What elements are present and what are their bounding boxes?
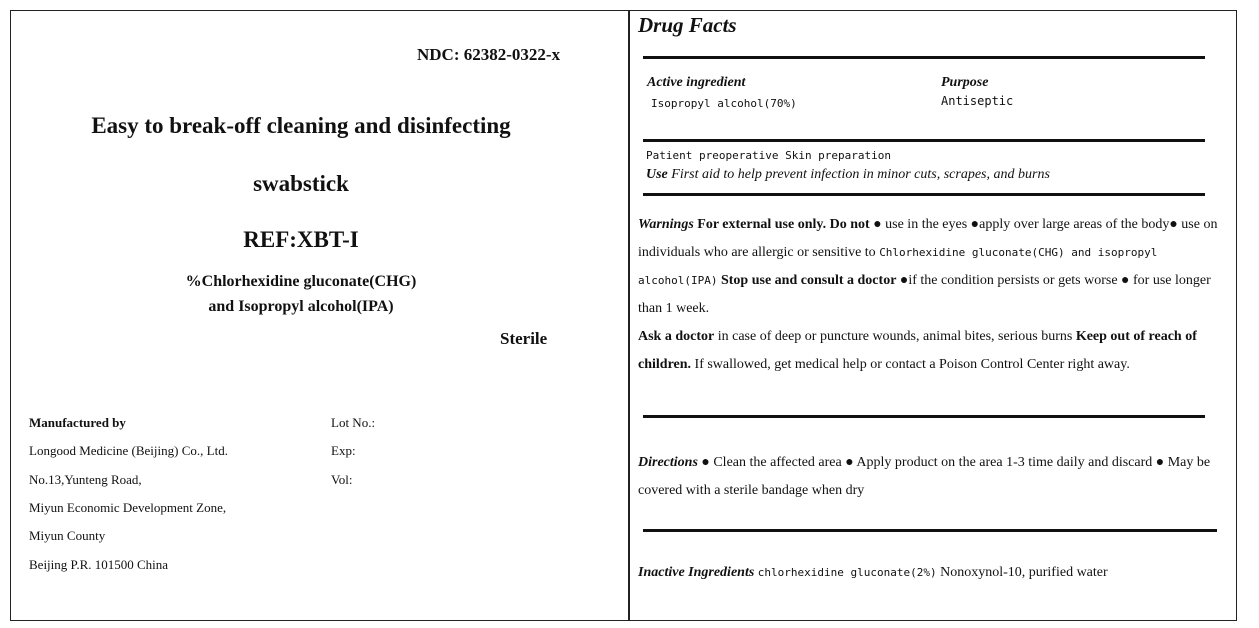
expiry-field: Exp: <box>331 443 356 458</box>
warnings-ingredients: Chlorhexidine gluconate(CHG) and isopropyl alcohol(IPA) <box>638 246 1158 287</box>
stop-use-heading: Stop use and consult a doctor <box>720 273 897 288</box>
directions-section <box>638 449 1234 505</box>
manufacturer-line: Miyun Economic Development Zone, <box>29 500 227 515</box>
use-preoperative: Patient preoperative Skin preparation <box>646 149 892 162</box>
manufacturer-line: Longood Medicine (Beijing) Co., Ltd. <box>29 443 228 458</box>
inactive-heading: Inactive Ingredients <box>638 565 755 580</box>
warnings-heading: Warnings <box>638 217 694 232</box>
label-front-panel <box>10 10 630 621</box>
product-title-line1: Easy to break-off cleaning and disinfecting <box>91 113 511 138</box>
reference-code: REF:XBT-I <box>243 227 359 252</box>
warnings-external: For external use only. <box>697 217 827 232</box>
lot-number-field: Lot No.: <box>331 415 376 430</box>
use-heading: Use <box>646 167 668 182</box>
inactive-mono: chlorhexidine gluconate(2%) <box>757 566 937 579</box>
directions-heading: Directions <box>638 455 698 470</box>
ndc-number: NDC: 62382-0322-x <box>417 45 561 64</box>
product-title-line2: swabstick <box>253 171 349 196</box>
drug-facts-title: Drug Facts <box>638 13 737 37</box>
composition-line2: and Isopropyl alcohol(IPA) <box>208 298 394 315</box>
warnings-text: ● use in the eyes ●apply over large areas of the body● use on individuals who are allergic or sensitive to <box>638 217 1218 260</box>
sterile-label: Sterile <box>500 329 548 348</box>
inactive-ingredients <box>638 565 1108 581</box>
inactive-text: Nonoxynol-10, purified water <box>940 565 1108 580</box>
swallowed-text: If swallowed, get medical help or contact a Poison Control Center right away. <box>694 357 1130 372</box>
directions-text: ● Clean the affected area ● Apply product on the area 1-3 time daily and discard ● May be covered with a sterile bandage when dry <box>638 455 1211 498</box>
section-divider <box>643 529 1217 532</box>
warnings-do-not: Do not <box>829 217 870 232</box>
warnings-section <box>638 211 1234 379</box>
section-divider <box>643 139 1205 142</box>
manufacturer-line: Beijing P.R. 101500 China <box>29 557 169 572</box>
use-text: First aid to help prevent infection in minor cuts, scrapes, and burns <box>671 167 1050 182</box>
section-divider <box>643 415 1205 418</box>
volume-field: Vol: <box>331 472 353 487</box>
composition-line1: %Chlorhexidine gluconate(CHG) <box>185 273 417 290</box>
manufacturer-heading: Manufactured by <box>29 415 126 430</box>
section-divider <box>643 193 1205 196</box>
ask-doctor-text: in case of deep or puncture wounds, animal bites, serious burns <box>717 329 1073 344</box>
active-ingredient-value: Isopropyl alcohol(70%) <box>651 97 797 110</box>
ask-doctor-heading: Ask a doctor <box>638 329 715 344</box>
manufacturer-line: Miyun County <box>29 528 106 543</box>
manufacturer-line: No.13,Yunteng Road, <box>29 472 142 487</box>
keep-out-of-reach: Keep out of reach of children. <box>638 329 1197 372</box>
active-ingredient-heading: Active ingredient <box>647 75 746 90</box>
use-statement <box>646 167 1050 183</box>
stop-use-text: ●if the condition persists or gets worse ● for use longer than 1 week. <box>638 273 1211 316</box>
purpose-heading: Purpose <box>941 75 989 90</box>
section-divider <box>643 56 1205 59</box>
purpose-value: Antiseptic <box>941 94 1014 108</box>
drug-facts-panel <box>628 10 1237 621</box>
